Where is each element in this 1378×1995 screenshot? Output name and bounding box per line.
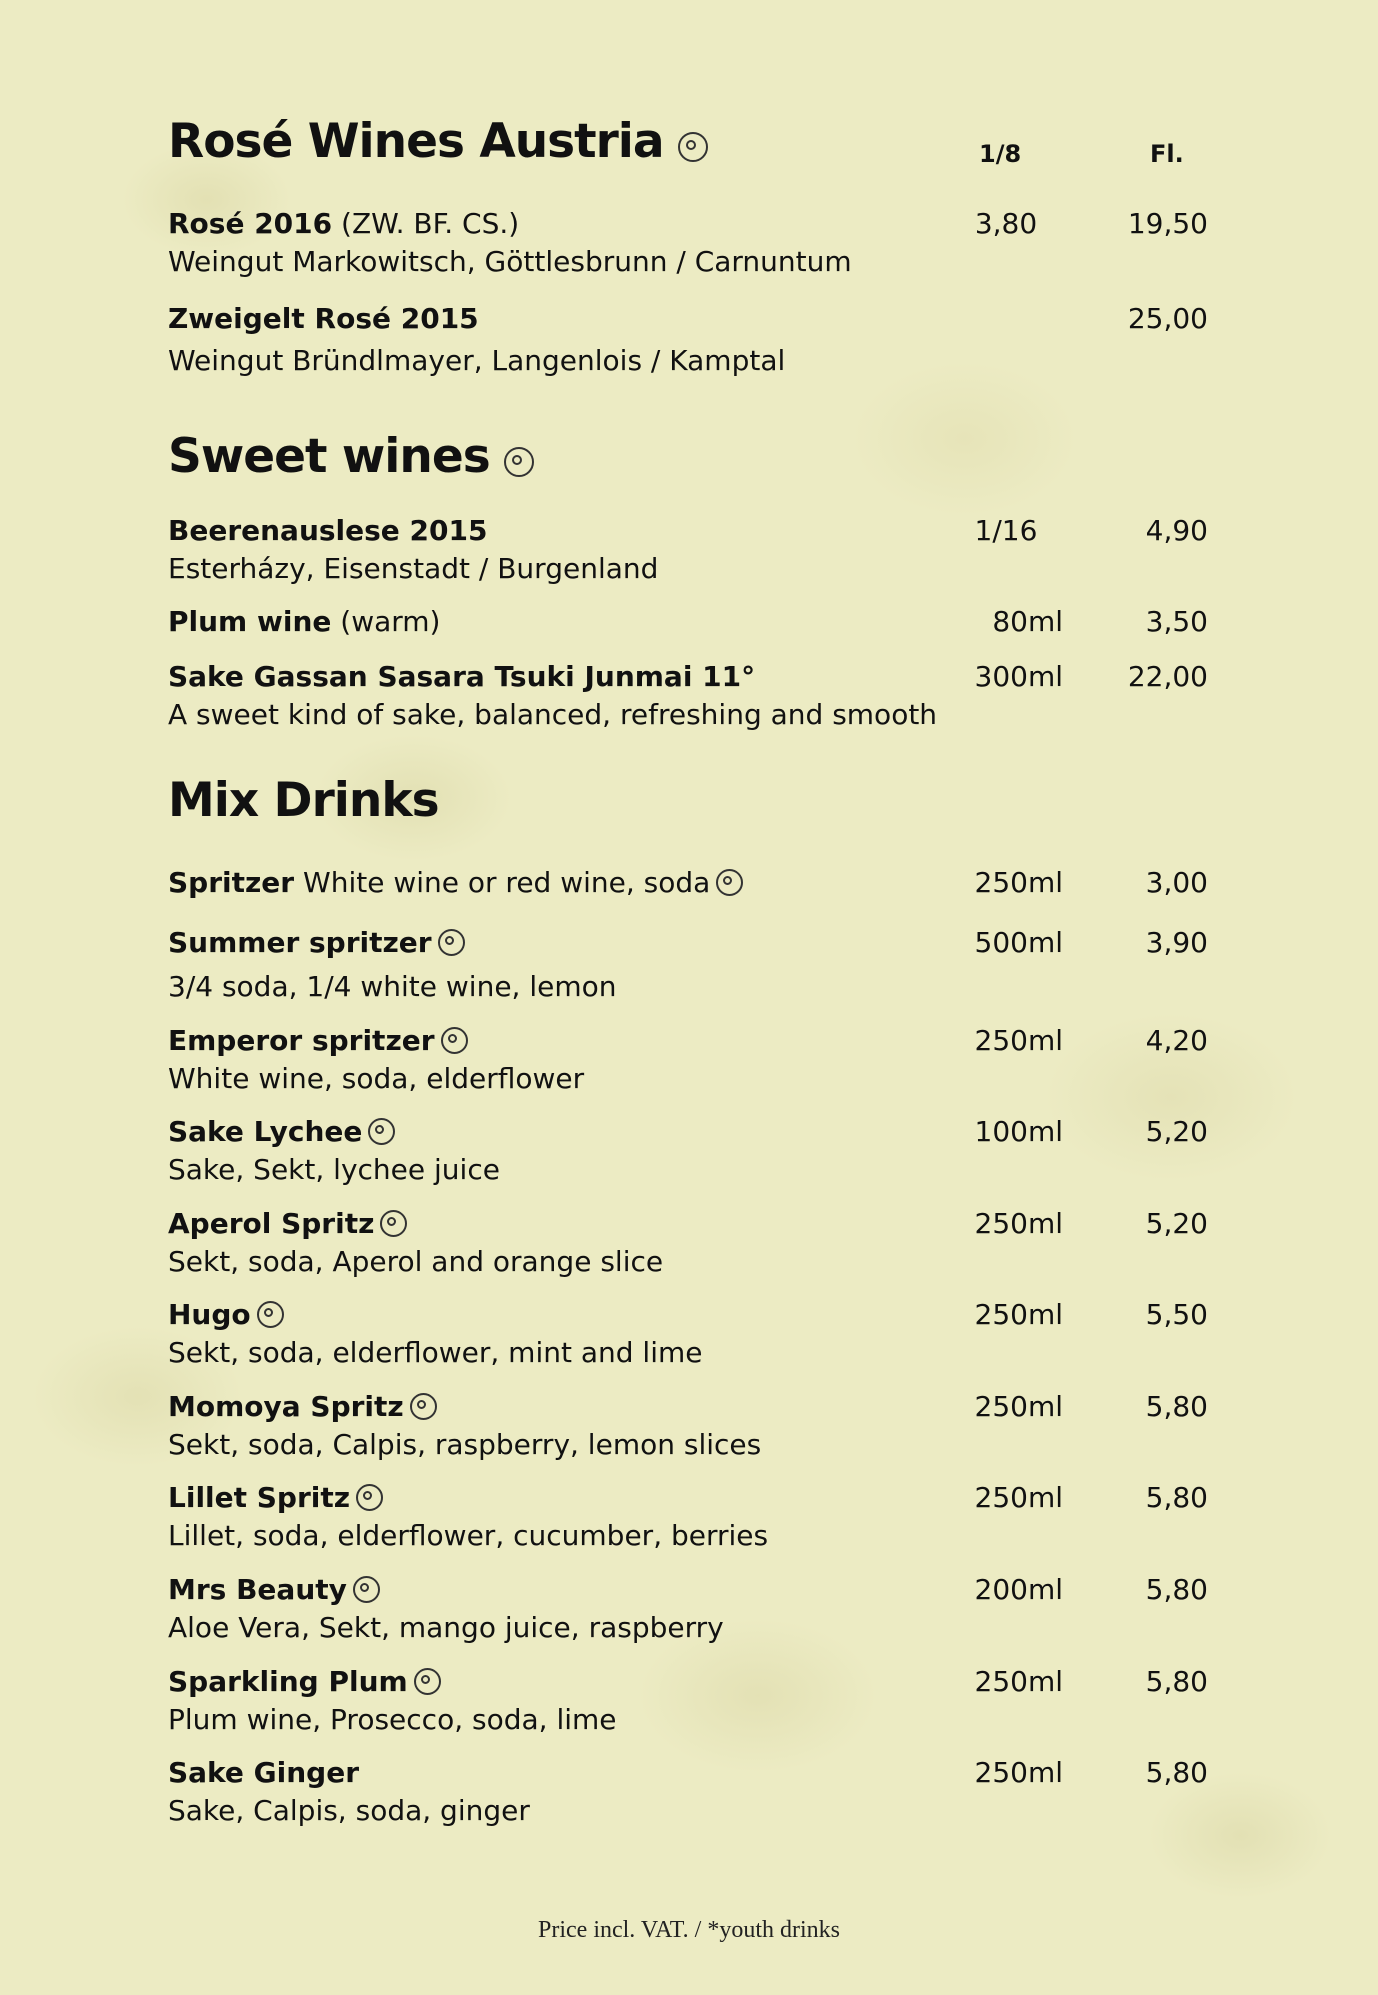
item-name: Sake Ginger [168, 1756, 360, 1789]
item-description: Sake, Sekt, lychee juice [168, 1153, 500, 1186]
menu-item [168, 512, 1208, 588]
vegetarian-mark-icon [380, 1210, 407, 1237]
item-quantity: 80ml [992, 605, 1063, 638]
section-title [168, 114, 708, 169]
item-extra: White wine or red wine, soda [303, 866, 711, 899]
item-price: 3,50 [1145, 605, 1208, 638]
item-price: 5,80 [1145, 1756, 1208, 1789]
item-quantity: 250ml [974, 1390, 1063, 1423]
item-quantity: 100ml [974, 1115, 1063, 1148]
item-glass-price: 3,80 [974, 207, 1038, 240]
item-name: Rosé 2016 [168, 207, 333, 240]
item-description: Plum wine, Prosecco, soda, lime [168, 1703, 617, 1736]
menu-item [168, 864, 1208, 902]
item-quantity: 300ml [974, 660, 1063, 693]
item-description: Sekt, soda, elderflower, mint and lime [168, 1336, 703, 1369]
menu-item [168, 1388, 1208, 1464]
item-name: Emperor spritzer [168, 1024, 435, 1057]
item-quantity: 250ml [974, 1481, 1063, 1514]
item-extra: (ZW. BF. CS.) [341, 207, 520, 240]
menu-item [168, 603, 1208, 641]
vegetarian-mark-icon [504, 447, 534, 477]
item-price: 5,80 [1145, 1390, 1208, 1423]
item-quantity: 250ml [974, 1207, 1063, 1240]
item-description: 3/4 soda, 1/4 white wine, lemon [168, 970, 617, 1003]
menu-item [168, 1479, 1208, 1555]
item-name: Sake Gassan Sasara Tsuki Junmai 11° [168, 660, 756, 693]
item-description: Weingut Markowitsch, Göttlesbrunn / Carnuntum [168, 245, 852, 278]
item-price: 25,00 [1127, 302, 1208, 335]
item-name: Spritzer [168, 866, 295, 899]
item-quantity: 1/16 [974, 514, 1038, 547]
vegetarian-mark-icon [678, 132, 708, 162]
item-description: Esterházy, Eisenstadt / Burgenland [168, 552, 659, 585]
item-price: 4,20 [1145, 1024, 1208, 1057]
section-title [168, 429, 534, 484]
menu-item [168, 1663, 1208, 1739]
item-name: Sake Lychee [168, 1115, 363, 1148]
item-description: Lillet, soda, elderflower, cucumber, berries [168, 1519, 769, 1552]
menu-item [168, 1205, 1208, 1281]
item-name: Sparkling Plum [168, 1665, 408, 1698]
item-quantity: 250ml [974, 1024, 1063, 1057]
vegetarian-mark-icon [414, 1668, 441, 1695]
item-price: 3,90 [1145, 926, 1208, 959]
menu-item [168, 1022, 1208, 1098]
vegetarian-mark-icon [368, 1118, 395, 1145]
item-price: 19,50 [1127, 207, 1208, 240]
item-description: Sekt, soda, Calpis, raspberry, lemon slices [168, 1428, 762, 1461]
menu-item [168, 1754, 1208, 1830]
item-price: 5,20 [1145, 1115, 1208, 1148]
item-name: Hugo [168, 1298, 251, 1331]
item-name: Aperol Spritz [168, 1207, 375, 1240]
item-price: 3,00 [1145, 866, 1208, 899]
vegetarian-mark-icon [257, 1301, 284, 1328]
column-header-bottle: Fl. [1150, 140, 1184, 168]
item-name: Mrs Beauty [168, 1573, 347, 1606]
vegetarian-mark-icon [441, 1027, 468, 1054]
section-title-text: Mix Drinks [168, 773, 439, 828]
item-price: 5,80 [1145, 1665, 1208, 1698]
item-price: 4,90 [1145, 514, 1208, 547]
item-quantity: 250ml [974, 866, 1063, 899]
item-quantity: 500ml [974, 926, 1063, 959]
item-price: 5,20 [1145, 1207, 1208, 1240]
item-name: Plum wine [168, 605, 332, 638]
menu-item [168, 300, 1208, 380]
item-price: 5,80 [1145, 1481, 1208, 1514]
vegetarian-mark-icon [356, 1484, 383, 1511]
item-quantity: 250ml [974, 1665, 1063, 1698]
item-name: Momoya Spritz [168, 1390, 404, 1423]
item-name: Beerenauslese 2015 [168, 514, 488, 547]
menu-item [168, 924, 1208, 1006]
item-price: 5,80 [1145, 1573, 1208, 1606]
item-description: Sekt, soda, Aperol and orange slice [168, 1245, 664, 1278]
section-title-text: Rosé Wines Austria [168, 114, 664, 169]
column-header-glass: 1/8 [979, 140, 1022, 168]
vegetarian-mark-icon [438, 929, 465, 956]
item-quantity: 250ml [974, 1756, 1063, 1789]
item-quantity: 250ml [974, 1298, 1063, 1331]
menu-item [168, 1113, 1208, 1189]
item-description: A sweet kind of sake, balanced, refreshing and smooth [168, 698, 938, 731]
section-title [168, 773, 439, 828]
footer-note: Price incl. VAT. / *youth drinks [538, 1917, 840, 1943]
item-name: Lillet Spritz [168, 1481, 351, 1514]
item-name: Summer spritzer [168, 926, 432, 959]
item-price: 22,00 [1127, 660, 1208, 693]
item-description: Sake, Calpis, soda, ginger [168, 1794, 530, 1827]
item-name: Zweigelt Rosé 2015 [168, 302, 479, 335]
section-title-text: Sweet wines [168, 429, 490, 484]
menu-item [168, 1296, 1208, 1372]
vegetarian-mark-icon [410, 1393, 437, 1420]
vegetarian-mark-icon [716, 869, 743, 896]
vegetarian-mark-icon [353, 1576, 380, 1603]
item-quantity: 200ml [974, 1573, 1063, 1606]
item-description: Weingut Bründlmayer, Langenlois / Kamptal [168, 344, 786, 377]
menu-item [168, 1571, 1208, 1647]
item-price: 5,50 [1145, 1298, 1208, 1331]
menu-item [168, 205, 1208, 281]
item-description: Aloe Vera, Sekt, mango juice, raspberry [168, 1611, 724, 1644]
item-extra: (warm) [340, 605, 441, 638]
menu-item [168, 658, 1208, 734]
item-description: White wine, soda, elderflower [168, 1062, 585, 1095]
